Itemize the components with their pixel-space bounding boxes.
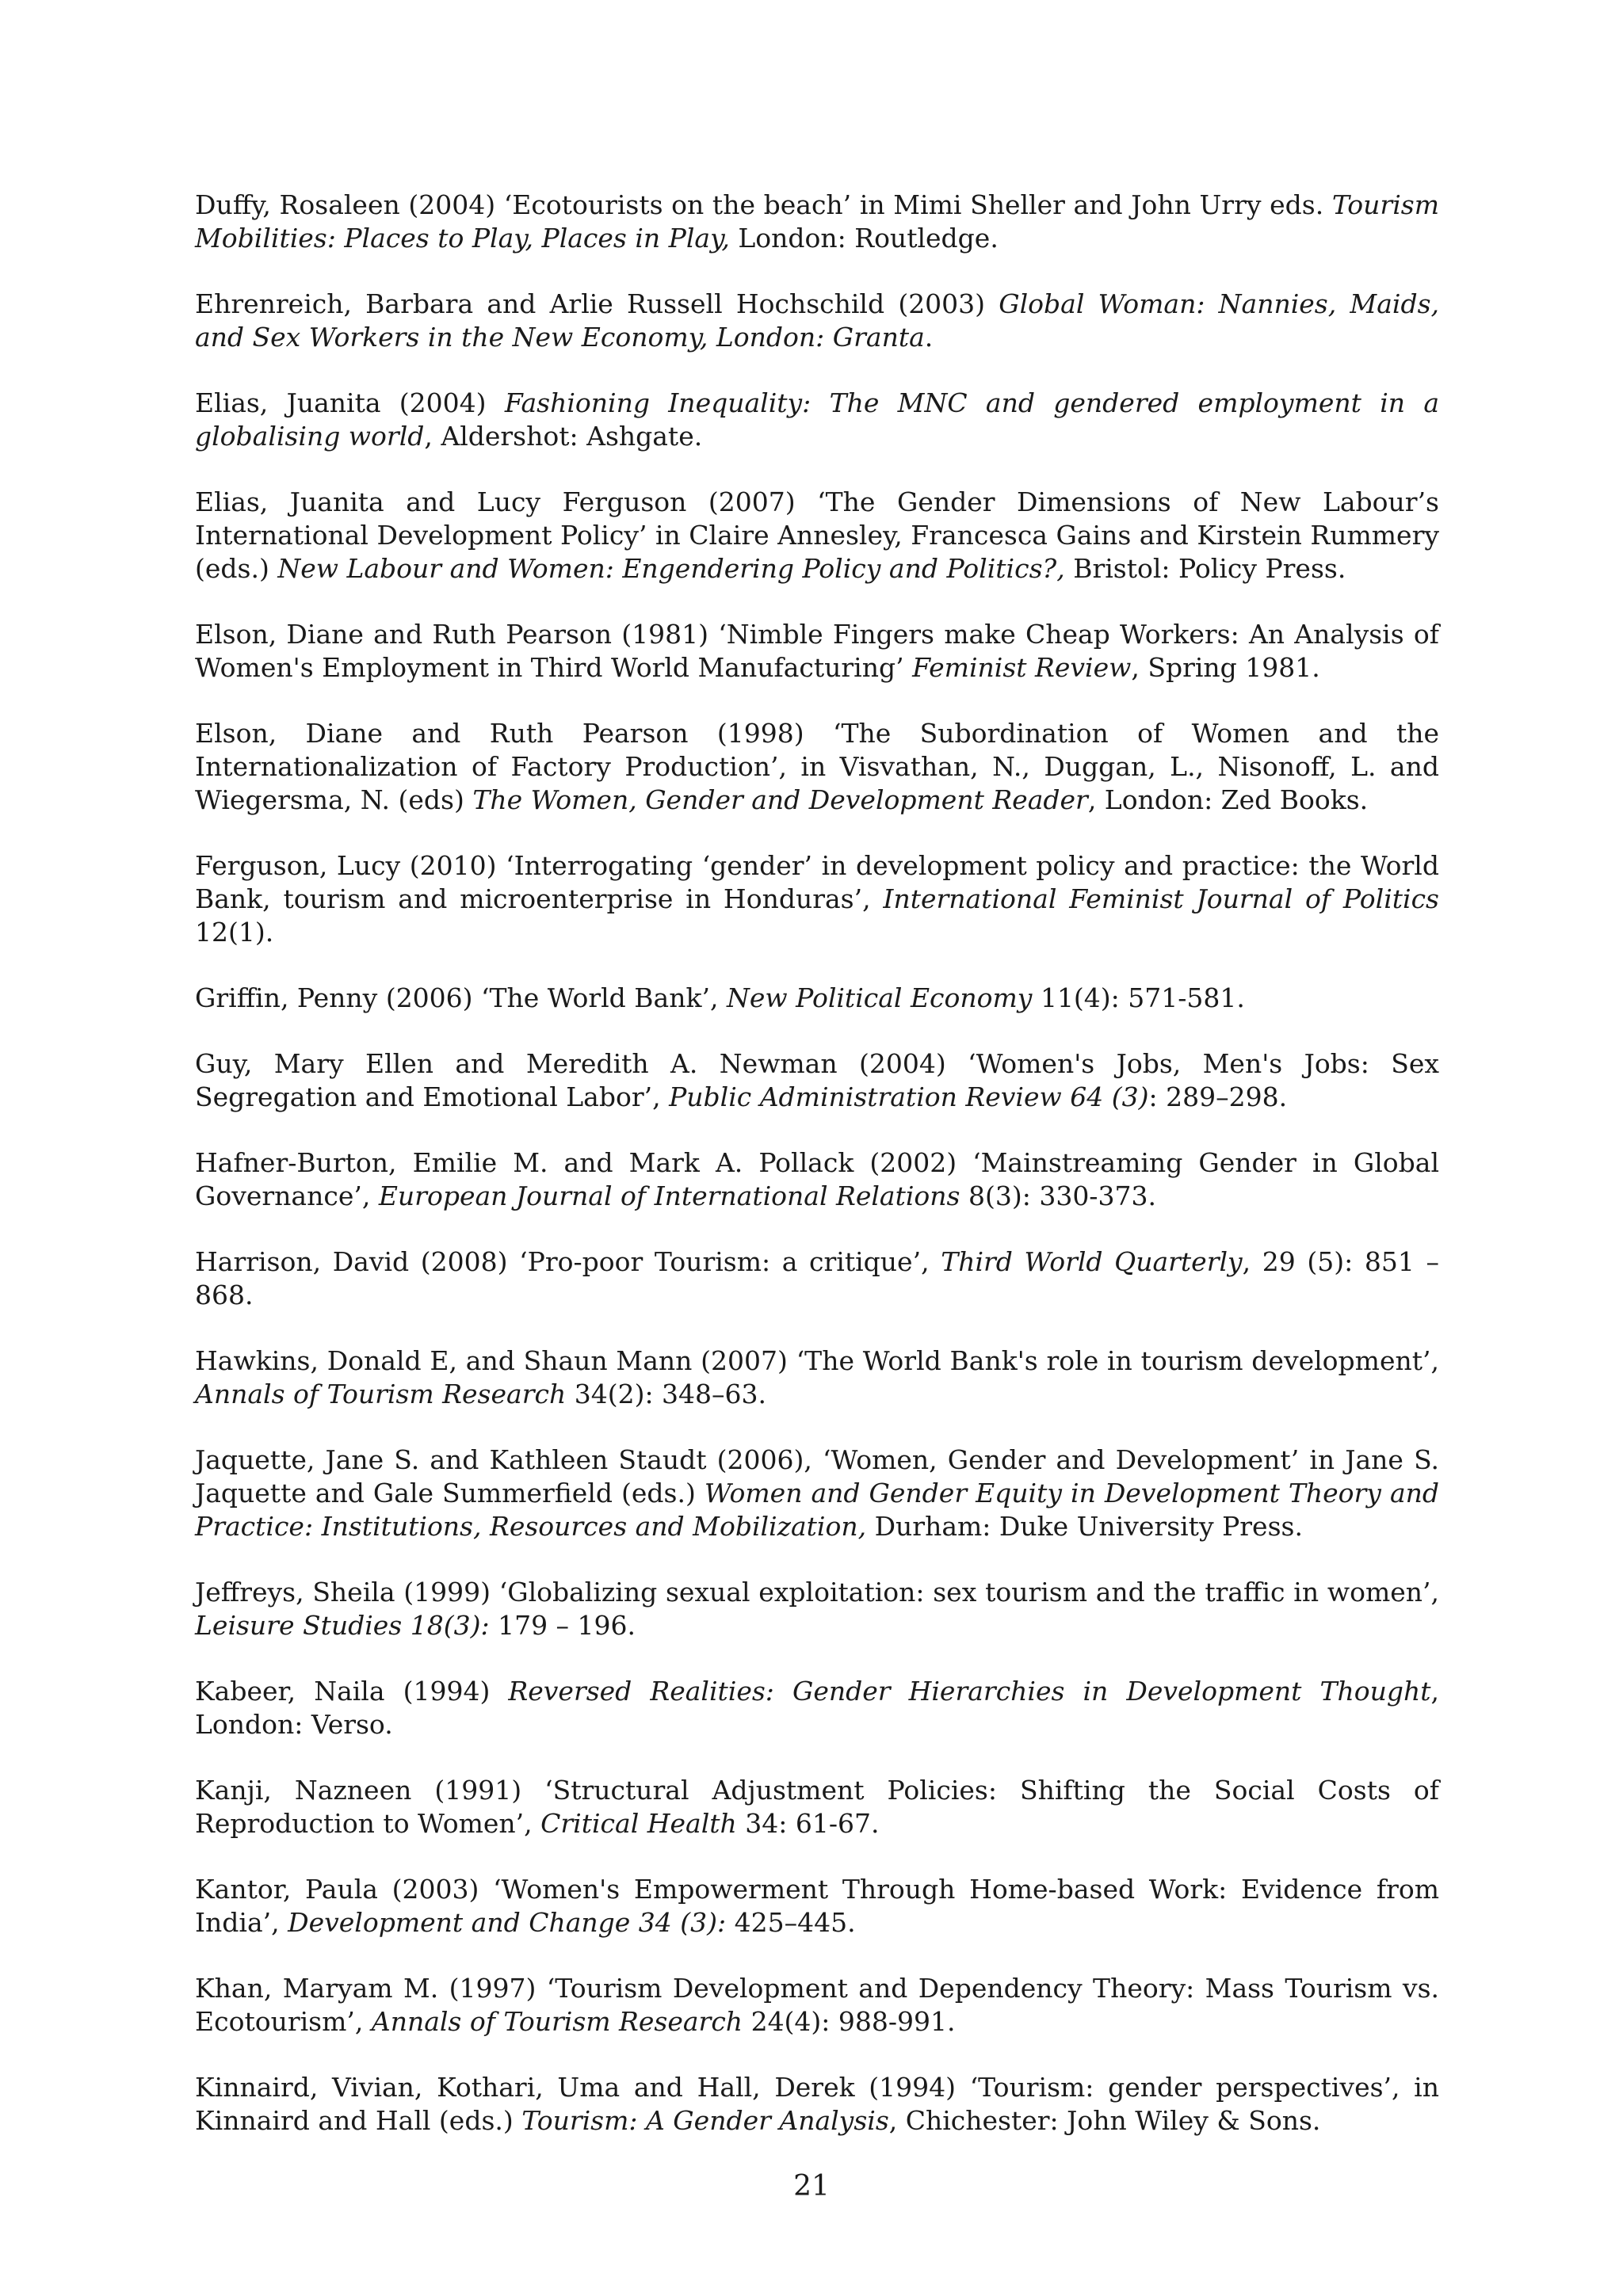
- reference-text: Elson, Diane and Ruth Pearson (1998) ‘The Subordination of Women and the Internationalization of Factory Production’, in Visvathan, N., Duggan, L., Nisonoff, L. and Wiegersma, N. (eds): [195, 718, 1439, 815]
- reference-entry: [195, 982, 1439, 1015]
- reference-text: 425–445.: [726, 1907, 856, 1938]
- reference-text: : 289–298.: [1148, 1081, 1288, 1112]
- reference-text: Kanji, Nazneen (1991) ‘Structural Adjustment Policies: Shifting the Social Costs of Reproduction to Women’,: [195, 1775, 1439, 1839]
- reference-text: 179 – 196.: [489, 1610, 636, 1641]
- reference-text: Griffin, Penny (2006) ‘The World Bank’,: [195, 982, 727, 1013]
- reference-text: Elson, Diane and Ruth Pearson (1981) ‘Nimble Fingers make Cheap Workers: An Analysis of Women's Employment in Third World Manufacturing’: [195, 619, 1439, 683]
- reference-entry: [195, 387, 1439, 453]
- reference-text: 24(4): 988-991.: [743, 2006, 956, 2037]
- reference-entry: [195, 2071, 1439, 2138]
- reference-text: , London: Zed Books.: [1087, 784, 1369, 815]
- reference-title: Public Administration Review 64 (3): [669, 1081, 1149, 1112]
- reference-text: 11(4): 571-581.: [1032, 982, 1245, 1013]
- reference-entry: [195, 1245, 1439, 1312]
- reference-entry: [195, 1344, 1439, 1411]
- reference-text: Guy, Mary Ellen and Meredith A. Newman (2004) ‘Women's Jobs, Men's Jobs: Sex Segregation and Emotional Labor’,: [195, 1048, 1439, 1112]
- reference-text: Bristol: Policy Press.: [1064, 553, 1346, 584]
- reference-entry: [195, 618, 1439, 685]
- reference-title: Development and Change 34 (3):: [288, 1907, 727, 1938]
- reference-text: 8(3): 330-373.: [960, 1180, 1156, 1211]
- reference-entry: [195, 1675, 1439, 1741]
- reference-list: [195, 189, 1439, 2170]
- reference-title: Women and Gender Equity in Development Theory and Practice: Institutions, Resources and Mobilization,: [195, 1478, 1439, 1542]
- reference-title: Third World Quarterly: [941, 1246, 1243, 1277]
- reference-title: European Journal of International Relations: [378, 1180, 960, 1211]
- reference-text: Khan, Maryam M. (1997) ‘Tourism Development and Dependency Theory: Mass Tourism vs. Ecotourism’,: [195, 1973, 1439, 2037]
- reference-text: Duffy, Rosaleen (2004) ‘Ecotourists on the beach’ in Mimi Sheller and John Urry eds.: [195, 189, 1332, 220]
- page-number: 21: [793, 2170, 830, 2203]
- reference-text: 34: 61-67.: [736, 1808, 880, 1839]
- reference-text: Ehrenreich, Barbara and Arlie Russell Hochschild (2003): [195, 288, 999, 319]
- reference-text: , Aldershot: Ashgate.: [424, 421, 703, 452]
- reference-entry: [195, 1873, 1439, 1939]
- reference-title: Fashioning Inequality: The MNC and gendered employment in a globalising world: [195, 387, 1439, 452]
- reference-text: Kabeer, Naila (1994): [195, 1676, 509, 1707]
- reference-text: , Chichester: John Wiley & Sons.: [888, 2105, 1321, 2136]
- reference-title: The Women, Gender and Development Reader: [472, 784, 1088, 815]
- reference-title: Annals of Tourism Research: [371, 2006, 743, 2037]
- reference-text: Jaquette, Jane S. and Kathleen Staudt (2006), ‘Women, Gender and Development’ in Jane S. Jaquette and Gale Summerfield (eds.): [195, 1444, 1439, 1508]
- reference-title: International Feminist Journal of Politics: [883, 883, 1439, 914]
- reference-entry: [195, 717, 1439, 817]
- reference-title: Annals of Tourism Research: [195, 1379, 567, 1409]
- reference-title: Tourism: A Gender Analysis: [521, 2105, 889, 2136]
- reference-text: 34(2): 348–63.: [566, 1379, 767, 1409]
- reference-entry: [195, 189, 1439, 255]
- reference-entry: [195, 1972, 1439, 2039]
- reference-text: Harrison, David (2008) ‘Pro-poor Tourism: a critique’,: [195, 1246, 941, 1277]
- reference-entry: [195, 288, 1439, 354]
- reference-text: Kinnaird, Vivian, Kothari, Uma and Hall, Derek (1994) ‘Tourism: gender perspectives’, in Kinnaird and Hall (eds.): [195, 2072, 1439, 2136]
- reference-title: Feminist Review: [912, 652, 1132, 683]
- reference-text: London: Routledge.: [729, 223, 999, 254]
- reference-entry: [195, 1146, 1439, 1213]
- reference-text: Jeffreys, Sheila (1999) ‘Globalizing sexual exploitation: sex tourism and the traffic in women’,: [195, 1577, 1439, 1608]
- reference-title: New Political Economy: [726, 982, 1033, 1013]
- reference-text: , 29 (5): 851 – 868.: [195, 1246, 1439, 1310]
- reference-title: New Labour and Women: Engendering Policy and Politics?,: [277, 553, 1065, 584]
- reference-title: Reversed Realities: Gender Hierarchies in Development Thought: [508, 1676, 1431, 1707]
- reference-entry: [195, 1444, 1439, 1543]
- reference-entry: [195, 849, 1439, 949]
- reference-title: Global Woman: Nannies, Maids, and Sex Workers in the New Economy, London: Granta: [195, 288, 1439, 353]
- reference-text: Ferguson, Lucy (2010) ‘Interrogating ‘gender’ in development policy and practice: the World Bank, tourism and microenterprise in Honduras’,: [195, 850, 1439, 914]
- reference-text: .: [924, 322, 934, 353]
- reference-entry: [195, 1774, 1439, 1840]
- reference-text: 12(1).: [195, 917, 274, 948]
- reference-text: Kantor, Paula (2003) ‘Women's Empowerment Through Home-based Work: Evidence from India’,: [195, 1874, 1439, 1938]
- reference-text: Hawkins, Donald E, and Shaun Mann (2007) ‘The World Bank's role in tourism development’,: [195, 1345, 1439, 1376]
- reference-entry: [195, 486, 1439, 585]
- reference-title: Leisure Studies 18(3):: [195, 1610, 490, 1641]
- reference-text: Elias, Juanita (2004): [195, 387, 505, 418]
- reference-text: Elias, Juanita and Lucy Ferguson (2007) ‘The Gender Dimensions of New Labour’s International Development Policy’ in Claire Annesley, Francesca Gains and Kirstein Rummery (eds.): [195, 486, 1439, 584]
- reference-entry: [195, 1576, 1439, 1642]
- reference-text: Hafner-Burton, Emilie M. and Mark A. Pollack (2002) ‘Mainstreaming Gender in Global Governance’,: [195, 1147, 1439, 1211]
- reference-title: Critical Health: [540, 1808, 737, 1839]
- reference-text: , Spring 1981.: [1131, 652, 1320, 683]
- reference-title: Tourism Mobilities: Places to Play, Places in Play,: [195, 189, 1439, 254]
- reference-text: , London: Verso.: [195, 1676, 1439, 1740]
- reference-entry: [195, 1047, 1439, 1114]
- reference-text: Durham: Duke University Press.: [866, 1511, 1303, 1542]
